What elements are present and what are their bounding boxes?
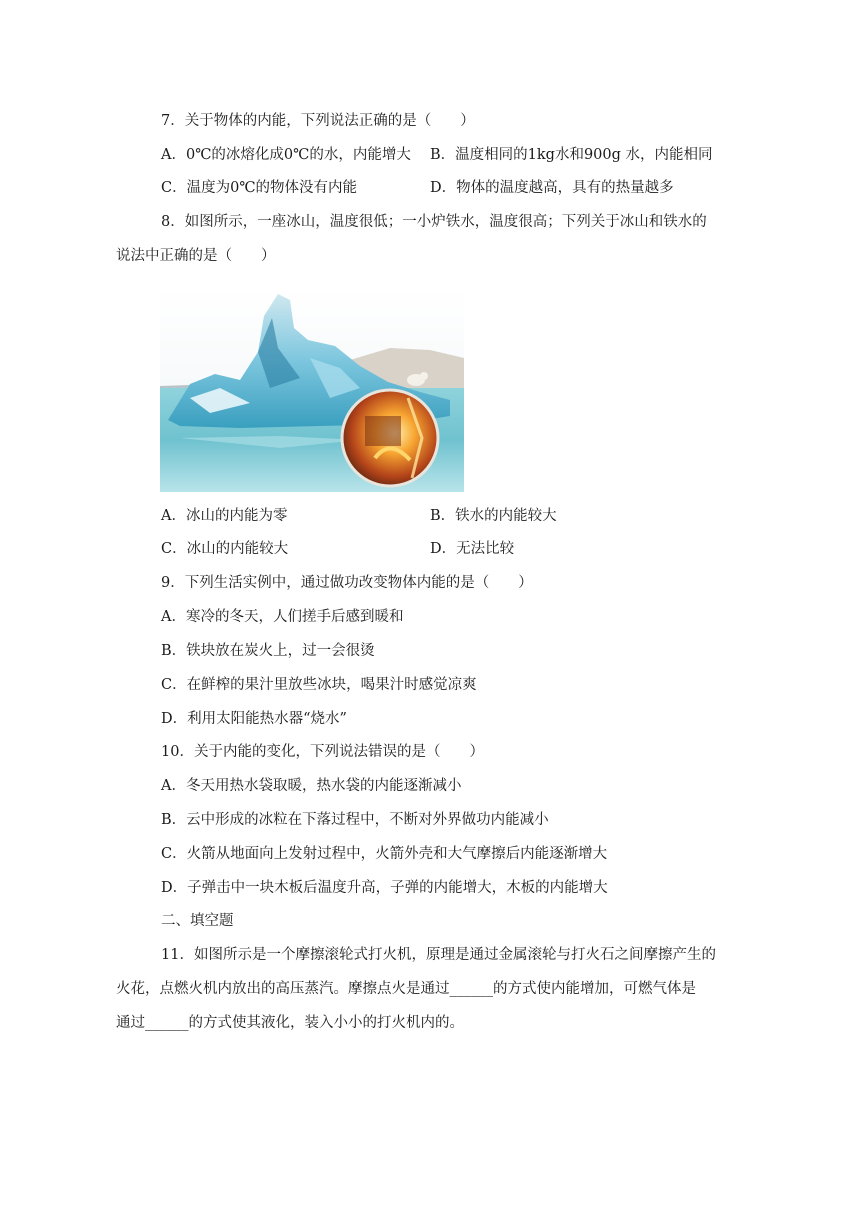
- q10-option-a: A．冬天用热水袋取暖，热水袋的内能逐渐减小: [161, 778, 462, 794]
- q11-line1: 11．如图所示是一个摩擦滚轮式打火机，原理是通过金属滚轮与打火石之间摩擦产生的: [161, 947, 716, 963]
- q9-option-c: C．在鲜榨的果汁里放些冰块，喝果汁时感觉凉爽: [161, 677, 477, 693]
- iceberg-molten-iron-photo-icon: [160, 288, 464, 492]
- q8-option-d: D．无法比较: [430, 541, 515, 557]
- q10-stem: 10．关于内能的变化，下列说法错误的是（ ）: [161, 744, 484, 760]
- q8-option-a: A．冰山的内能为零: [161, 508, 288, 524]
- q11-line3: 通过______的方式使其液化，装入小小的打火机内的。: [116, 1015, 464, 1031]
- q7-option-d: D．物体的温度越高，具有的热量越多: [430, 180, 674, 196]
- iceberg-molten-iron-image: [160, 288, 464, 492]
- q10-option-d: D．子弹击中一块木板后温度升高，子弹的内能增大，木板的内能增大: [161, 880, 608, 896]
- q8-stem-line2: 说法中正确的是（ ）: [116, 248, 276, 264]
- q11-line2: 火花，点燃火机内放出的高压蒸汽。摩擦点火是通过______的方式使内能增加，可燃气体是: [116, 981, 696, 997]
- q7-stem: 7．关于物体的内能，下列说法正确的是（ ）: [161, 113, 475, 129]
- q9-option-d: D．利用太阳能热水器“烧水”: [161, 711, 347, 727]
- q9-option-a: A．寒冷的冬天，人们搓手后感到暖和: [161, 609, 404, 625]
- q7-option-b: B．温度相同的1kg水和900g 水，内能相同: [430, 147, 713, 163]
- q10-option-b: B．云中形成的冰粒在下落过程中，不断对外界做功内能减小: [161, 812, 549, 828]
- q9-option-b: B．铁块放在炭火上，过一会很烫: [161, 643, 375, 659]
- q9-stem: 9．下列生活实例中，通过做功改变物体内能的是（ ）: [161, 575, 533, 591]
- q8-option-b: B．铁水的内能较大: [430, 508, 557, 524]
- q10-option-c: C．火箭从地面向上发射过程中，火箭外壳和大气摩擦后内能逐渐增大: [161, 846, 608, 862]
- q8-option-c: C．冰山的内能较大: [161, 541, 289, 557]
- q7-option-c: C．温度为0℃的物体没有内能: [161, 180, 358, 196]
- q8-stem-line1: 8．如图所示，一座冰山，温度很低；一小炉铁水，温度很高；下列关于冰山和铁水的: [161, 214, 707, 230]
- q7-option-a: A．0℃的冰熔化成0℃的水，内能增大: [161, 147, 411, 163]
- section-title-fill-blank: 二、填空题: [161, 913, 234, 929]
